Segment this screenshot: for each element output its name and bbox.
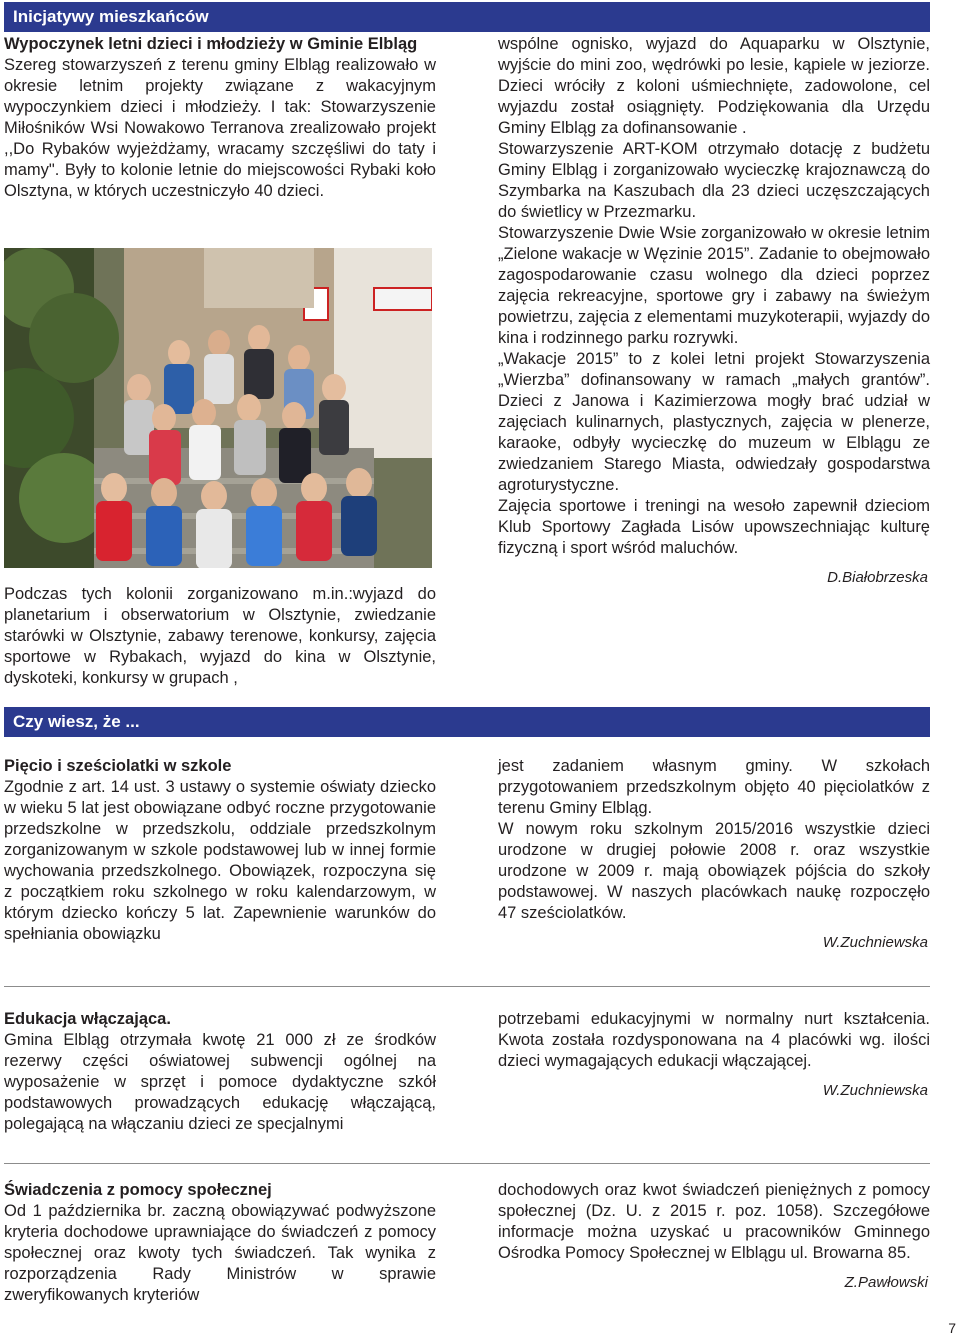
did-you-know-bar xyxy=(4,707,930,737)
article-inclusive-text: Gmina Elbląg otrzymała kwotę 21 000 zł ze środków rezerwy części oświatowej subwencji ogólnej na wyposażenie w sprzęt i pomoce dydaktyczne szkół podstawowych prowadzących edukację włączającą, polegającą na włączaniu dzieci ze specjalnymi xyxy=(4,1031,436,1133)
article-summer-paragraph: Stowarzyszenie ART-KOM otrzymało dotację z budżetu Gminy Elbląg i zorganizowało wycieczkę krajoznawczą do Szymbarka na Kaszubach dla 23 dzieci uczęszczających do świetlicy w Przezmarku. xyxy=(498,140,930,221)
article-summer-paragraph: Stowarzyszenie Dwie Wsie zorganizowało w okresie letnim „Zielone wakacje w Węzinie 2015”. Zadanie to obejmowało zagospodarowanie czasu wolnego dla dzieci poprzez zajęcia rekreacyjne, sportowe gry i zabawy na świeżym powietrzu, zajęcia z elementami muzykoterapii, wyjazdy do kina i rodzinnego parku rozrywki. xyxy=(498,224,930,347)
article-preschool-right xyxy=(498,756,930,953)
article-welfare-title: Świadczenia z pomocy społecznej xyxy=(4,1181,272,1199)
article-summer-paragraph: „Wakacje 2015” to z kolei letni projekt Stowarzyszenia „Wierzba” dofinansowany w ramach „małych grantów”. Dzieci z Janowa i Kazimierzowa mogły brać udział w zajęciach kulinarnych, plastycznych, zajęcia w plenerze, karaoke, odbyły wycieczkę do muzeum w Elblągu ze zwiedzaniem Starego Miasta, odwiedzały gospodarstwa agroturystyczne. xyxy=(498,350,930,494)
article-preschool-paragraph: jest zadaniem własnym gminy. W szkołach przygotowaniem przedszkolnym objęto 40 pięciolatków z terenu Gminy Elbląg. xyxy=(498,757,930,817)
article-summer-paragraph: wspólne ognisko, wyjazd do Aquaparku w Olsztynie, wyjście do mini zoo, wędrówki po lesie, kąpiele w jeziorze. Dzieci wróciły z koloni uśmiechnięte, zadowolone, cel wyjazdu został osiągnięty. Podziękowania dla Urzędu Gminy Elbląg za dofinansowanie . xyxy=(498,35,930,137)
article-inclusive-text-cont: potrzebami edukacyjnymi w normalny nurt kształcenia. Kwota została rozdysponowana na 4 placówki wg. ilości dzieci wymagających edukacji włączającej. xyxy=(498,1010,930,1070)
section-header-bar xyxy=(4,2,930,32)
article-preschool-title: Pięcio i sześciolatki w szkole xyxy=(4,757,232,775)
article-inclusive-title: Edukacja włączająca. xyxy=(4,1010,171,1028)
article-welfare-signature: Z.Pawłowski xyxy=(844,1274,928,1291)
article-welfare-text-cont: dochodowych oraz kwot świadczeń pieniężnych z pomocy społecznej (Dz. U. z 2015 r. poz. 1058). Szczegółowe informacje można uzyskać u pracowników Gminnego Ośrodka Pomocy Społecznej w Elblągu ul. Browarna 85. xyxy=(498,1181,930,1262)
article-summer-left-top xyxy=(4,34,436,202)
article-preschool-paragraph: W nowym roku szkolnym 2015/2016 wszystkie dzieci urodzone w drugiej połowie 2008 r. oraz wszystkie urodzone w 2009 r. mają obowiązek pójścia do szkoły podstawowej. W naszych placówkach naukę rozpoczęło 47 sześciolatków. xyxy=(498,820,930,922)
page-number: 7 xyxy=(948,1320,956,1336)
article-summer-right xyxy=(498,34,930,588)
article-preschool-text: Zgodnie z art. 14 ust. 3 ustawy o systemie oświaty dziecko w wieku 5 lat jest obowiązane odbyć roczne przygotowanie przedszkolne w przedszkolu, oddziale przedszkolnym zorganizowanym w szkole podstawowej lub w innej formie wychowania przedszkolnego. Obowiązek, rozpoczyna się z początkiem roku szkolnego w roku kalendarzowym, w którym dziecko kończy 5 lat. Zapewnienie warunków do spełniania obowiązku xyxy=(4,778,436,943)
divider xyxy=(4,986,930,987)
article-preschool-signature: W.Zuchniewska xyxy=(822,934,928,951)
article-summer-paragraph: Zajęcia sportowe i treningi na wesoło zapewnił dzieciom Klub Sportowy Zagłada Lisów upowszechniając kulturę fizyczną i sport wśród maluchów. xyxy=(498,497,930,557)
article-preschool-left xyxy=(4,756,436,945)
article-summer-title: Wypoczynek letni dzieci i młodzieży w Gminie Elbląg xyxy=(4,35,418,53)
group-photo xyxy=(4,248,432,568)
article-inclusive-right xyxy=(498,1009,930,1101)
article-inclusive-signature: W.Zuchniewska xyxy=(822,1082,928,1099)
article-welfare-text: Od 1 października br. zaczną obowiązywać podwyższone kryteria dochodowe uprawniające do świadczeń z pomocy społecznej oraz kwoty tych świadczeń. Tak wynika z rozporządzenia Rady Ministrów w sprawie zweryfikowanych kryteriów xyxy=(4,1202,436,1304)
section-header-title: Inicjatywy mieszkańców xyxy=(13,7,209,26)
did-you-know-title: Czy wiesz, że ... xyxy=(13,712,140,731)
divider xyxy=(4,1163,930,1164)
article-summer-signature: D.Białobrzeska xyxy=(827,569,928,586)
article-inclusive-left xyxy=(4,1009,436,1135)
article-summer-left-bottom xyxy=(4,584,436,689)
article-summer-intro: Szereg stowarzyszeń z terenu gminy Elbląg realizowało w okresie letnim projekty związane z wakacyjnym wypoczynkiem dzieci i młodzieży. I tak: Stowarzyszenie Miłośników Wsi Nowakowo Terranova zrealizowało projekt ,,Do Rybaków wyjeżdżamy, wracamy szczęśliwi do taty i mamy". Były to kolonie letnie do miejscowości Rybaki koło Olsztyna, w których uczestniczyło 40 dzieci. xyxy=(4,56,436,200)
article-welfare-right xyxy=(498,1180,930,1293)
article-summer-activities: Podczas tych kolonii zorganizowano m.in.:wyjazd do planetarium i obserwatorium w Olsztynie, zwiedzanie starówki w Olsztynie, zabawy terenowe, konkursy, zajęcia sportowe w Rybakach, wyjazd do kina w Olsztynie, dyskoteki, konkursy w grupach , xyxy=(4,585,436,687)
article-welfare-left xyxy=(4,1180,436,1306)
